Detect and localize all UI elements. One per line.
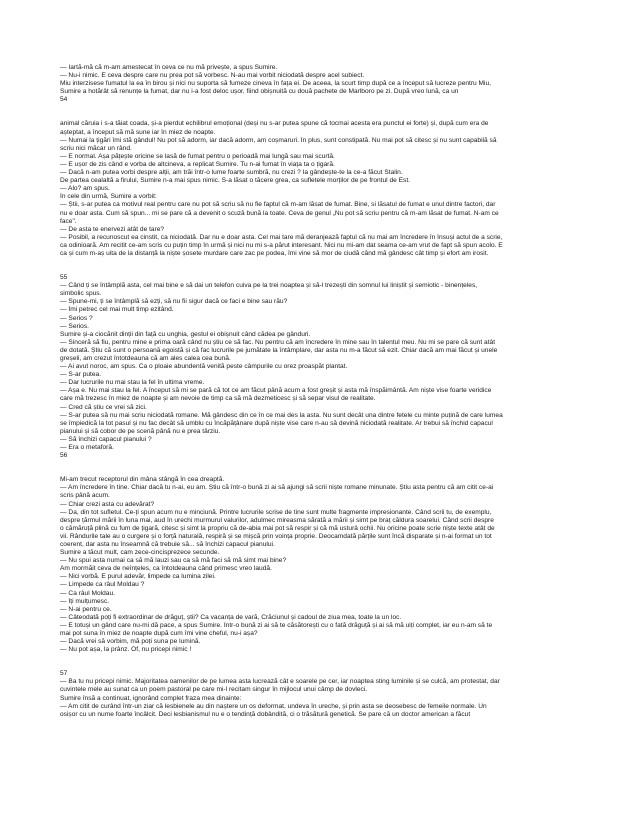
text-line: — E ușor de zis când e vorba de altcineva, a replicat Sumire. Tu n-ai fumat în viața ta o țigară. bbox=[60, 160, 335, 168]
text-line: — Nici vorbă. E purul adevăr, limpede ca lumina zilei. bbox=[60, 573, 216, 581]
text-line: — Sinceră să fiu, pentru mine e prima oară când nu știu ce să fac. Nu pentru că am încredere în mine sau în talentul meu. Nu mi se pare că sunt atât bbox=[60, 338, 496, 346]
text-line: — Alo? am spus. bbox=[60, 185, 110, 193]
text-line: despre țărmul mării în luna mai, aud în urechi murmurul valurilor, adulmec mireasma sărată a mării și simt pe braț căldura soarelui. Când scrii despre bbox=[60, 516, 494, 524]
text-line: face". bbox=[60, 217, 77, 225]
text-line: vii. Rândurile tale au o curgere și o forță naturală, respiră și se mișcă prin voința proprie. Deocamdată părțile sunt încă disparate și n-ai format un tot bbox=[60, 532, 492, 540]
text-line: — Ba tu nu pricepi nimic. Majoritatea oamenilor de pe lumea asta lucrează cât e soarele pe cer, iar noaptea sting luminile și se culcă, am protestat, dar bbox=[60, 678, 500, 686]
page-number: 57 bbox=[60, 670, 68, 678]
text-line: Am mormăit ceva de neînțeles, ca întotdeauna când primesc vreo laudă. bbox=[60, 565, 272, 573]
text-line: — E normal. Așa pățește oricine se lasă de fumat pentru o perioadă mai lungă sau mai scurtă. bbox=[60, 152, 335, 160]
text-line: — S-ar putea. bbox=[60, 371, 102, 379]
text-line: — Serios ? bbox=[60, 314, 93, 322]
text-line: simbolic spus. bbox=[60, 290, 102, 298]
text-line: — Dar lucrurile nu mai stau la fel în ultima vreme. bbox=[60, 379, 205, 387]
text-line: — Nu spui asta numai ca să mă lauzi sau ca să mă faci să mă simt mai bine? bbox=[60, 557, 287, 565]
text-line: — Să închizi capacul pianului ? bbox=[60, 435, 152, 443]
text-line: — Iartă-mă că m-am amestecat în ceva ce nu mă privește, a spus Sumire. bbox=[60, 64, 278, 71]
text-line: coerent, dar asta nu înseamnă că trebuie să... să închizi capacul pianului. bbox=[60, 540, 275, 548]
page-number: 56 bbox=[60, 452, 68, 460]
text-line: — Când ți se întâmplă asta, cel mai bine e să dai un telefon cuiva pe la trei noaptea și să-l trezești din somnul lui liniștit și semiotic - binențeles, bbox=[60, 282, 478, 290]
text-line: — Am citit de curând într-un ziar că lesbienele au din naștere un os deformat, undeva în ureche, și prin asta se deosebesc de femeile normale. Un bbox=[60, 702, 487, 710]
text-line: — Câteodată poți fi extraordinar de drăguț, știi? Ca vacanța de vară, Crăciunul și cadoul de ziua mea, toate la un loc. bbox=[60, 613, 402, 621]
text-line: — Știi, s-ar putea ca motivul real pentru care nu pot să scriu să nu fie faptul că m-am lăsat de fumat. Bine, si lăsatul de fumat e unul dintre factori, dar bbox=[60, 201, 496, 209]
text-line: Miu interzisese fumatul la ea în birou și nici nu suporta să fumeze cineva în fața ei. De aceea, la scurt timp după ce a început să lucreze pentru Miu, bbox=[60, 80, 492, 88]
text-line: — N-ai pentru ce. bbox=[60, 605, 112, 613]
text-line: — Îmi petrec cel mai mult timp ezitând. bbox=[60, 306, 174, 314]
text-line: o cămăruță plină cu fum de țigară, citesc și simt la propriu că de-abia mai pot să respir și că mă usturǎ ochii. Nu oricine poate scrie niște texte atât de bbox=[60, 524, 495, 532]
text-line: — Îți mulțumesc. bbox=[60, 597, 110, 605]
text-line: De partea cealaltă a firului, Sumire n-a mai spus nimic. S-a lăsat o tăcere grea, ca sufletele morților de pe frontul de Est. bbox=[60, 177, 410, 185]
text-block-3 bbox=[60, 274, 584, 460]
text-line: osișor cu un nume foarte încâlcit. Deci lesbianismul nu e o tendință dobândită, ci o trăsătură genetică. Se pare că un doctor american a făcut bbox=[60, 710, 471, 718]
text-line: — Era o metaforă. bbox=[60, 444, 114, 452]
text-line: — Posibil, a recunoscut ea cinstit, ca niciodată. Dar nu e doar asta. Cel mai tare mă deranjează faptul că nu mai am încredere în însuși actul de a scrie, bbox=[60, 233, 503, 241]
text-line: — Da, din tot sufletul. Ce-ți spun acum nu e minciună. Printre lucrurile scrise de tine sunt multe fragmente impresionante. Când scrii tu, de exemplu, bbox=[60, 508, 492, 516]
text-line: — Dacă vrei să vorbim, mă poți suna pe lumină. bbox=[60, 638, 201, 646]
text-line: — Așa e. Nu mai stau la fel. A început să mi se pară că tot ce am făcut până acum a fost greșit și asta mă înspăimântă. Am niște vise foarte veridice bbox=[60, 387, 492, 395]
text-line: animal căruia i s-a tăiat coada, și-a pierdut echilibrul emoțional (deși nu s-ar putea spune că tocmai acesta era punctul ei forte) și, după cum era de bbox=[60, 120, 489, 128]
text-line: ca și cum m-aș uita de la distanță la niște șosete murdare care zac pe podea, îmi vine să mor de ciudă când mă gândesc cât timp și efort am irosit. bbox=[60, 249, 489, 257]
text-line: de dotată. Știu că sunt o persoană egoistă și că fac lucrurile pe jumătate la întâmplare, dar asta nu m-a făcut să ezit. Chiar dacă am mai făcut și unele bbox=[60, 346, 498, 354]
text-line: care mă trezesc în miez de noapte și am nevoie de timp ca să mă dezmeticesc și să separ visul de realitate. bbox=[60, 395, 376, 403]
document-page bbox=[60, 64, 584, 719]
text-line: mai pot suna în miez de noapte după cum îmi vine cheful, nu-i așa? bbox=[60, 630, 258, 637]
text-line: — S-ar putea să nu mai scriu niciodată romane. Mă gândesc din ce în ce mai des la asta. Nu sunt decât una dintre fetele cu minte puțină de care lumea bbox=[60, 411, 503, 419]
text-line: Sumire a tăcut mult, cam zece-cincisprezece secunde. bbox=[60, 549, 220, 557]
text-line: — Chiar crezi asta cu adevărat? bbox=[60, 500, 155, 508]
text-block-2 bbox=[60, 120, 584, 258]
text-line: — Numai la țigări îmi stă gândul! Nu pot să adorm, iar dacă adorm, am coșmaruri. În plus, sunt constipată. Nu mai pot să citesc și nu sunt capabilă să bbox=[60, 136, 497, 144]
page-number: 55 bbox=[60, 274, 68, 282]
text-line: Mi-am trecut receptorul din mâna stângă în cea dreaptă. bbox=[60, 476, 225, 484]
text-block-1 bbox=[60, 64, 584, 104]
text-line: Sumire și-a ciocănit dinții din față cu unghia, gestul ei obișnuit când cădea pe gânduri. bbox=[60, 330, 311, 338]
text-line: pianului și să cobor de pe scenă până nu e prea târziu. bbox=[60, 427, 221, 435]
text-line: — Nu pot așa, la prânz. Of, nu pricepi nimic ! bbox=[60, 646, 192, 654]
text-line: — E totuși un gând care nu-mi dă pace, a spus Sumire. Într-o bună zi ai să te căsătorești cu o fată drăguță și ai să mă uiți complet, iar eu n-am să te bbox=[60, 621, 493, 629]
text-line: — Ai avut noroc, am spus. Ca o ploaie abundentă venită peste câmpurile cu orez proaspăt plantat. bbox=[60, 363, 348, 371]
text-line: așteptat, a început să mă sune iar în miez de noapte. bbox=[60, 128, 216, 136]
text-line: greșeli, am crezut întotdeauna că am ales calea cea bună. bbox=[60, 355, 231, 362]
text-line: Sumire însă a continuat, ignorând complet fraza mea dinainte: bbox=[60, 694, 242, 702]
text-line: — De asta te enervezi atât de tare? bbox=[60, 225, 165, 233]
text-line: se împiedică la tot pasul și nu fac decât să umblu cu încăpățânare după niște vise care n-au să devină niciodată realitate. Ar trebui să închid capacul bbox=[60, 419, 493, 427]
text-block-4 bbox=[60, 476, 584, 654]
page-number: 54 bbox=[60, 96, 68, 104]
text-block-5 bbox=[60, 670, 584, 719]
text-line: nu e doar asta. Cum să spun... mi se pare că a devenit o scuză bună la toate. Ceva de genul „Nu pot să scriu pentru că m-am lăsat de fumat. N-am ce bbox=[60, 209, 499, 217]
text-line: — Limpede ca râul Moldau ? bbox=[60, 581, 145, 589]
text-line: — Spune-mi, ți se întâmplă să ezți, să nu fii sigur dacă ce faci e bine sau rău? bbox=[60, 298, 288, 306]
text-line: — Dacă n-am putea vorbi despre alții, am trăi într-o lume foarte sumbră, nu crezi ? Iа gândește-te la ce-a făcut Stalin. bbox=[60, 169, 403, 177]
text-line: cuvintele mele au sunat ca un poem pastoral pe care mi-l recitam singur în mijlocul unui câmp de dovleci. bbox=[60, 686, 368, 694]
text-line: — Serios. bbox=[60, 322, 89, 330]
text-line: Sumire a hotărât să renunțe la fumat, dar nu i-a fost deloc ușor, fiind obișnuită cu două pachete de Marlboro pe zi. După vreo lună, ca un bbox=[60, 88, 459, 96]
text-line: scris până acum. bbox=[60, 492, 110, 500]
text-line: scriu nici măcar un rând. bbox=[60, 144, 132, 152]
text-line: ca odinioară. Am recitit ce-am scris cu puțin timp în urmă și nici nu mi s-a părut interesant. Nici nu mi-am dat seama ce-am vrut de fapt să spun acolo. E bbox=[60, 241, 503, 249]
text-line: — Cred că știu ce vrei să zici. bbox=[60, 403, 147, 411]
text-line: În cele din urmă, Sumire a vorbit: bbox=[60, 193, 157, 201]
text-line: — Nu-i nimic. E ceva despre care nu prea pot să vorbesc. N-au mai vorbit niciodată despre acel subiect. bbox=[60, 72, 365, 80]
text-line: — Ca râul Moldau. bbox=[60, 589, 115, 597]
text-line: — Am încredere în tine. Chiar dacă tu n-ai, eu am. Știu că într-o bună zi ai să ajungi să scrii niște romane minunate. Știu asta pentru că am citit ce-ai bbox=[60, 484, 494, 492]
